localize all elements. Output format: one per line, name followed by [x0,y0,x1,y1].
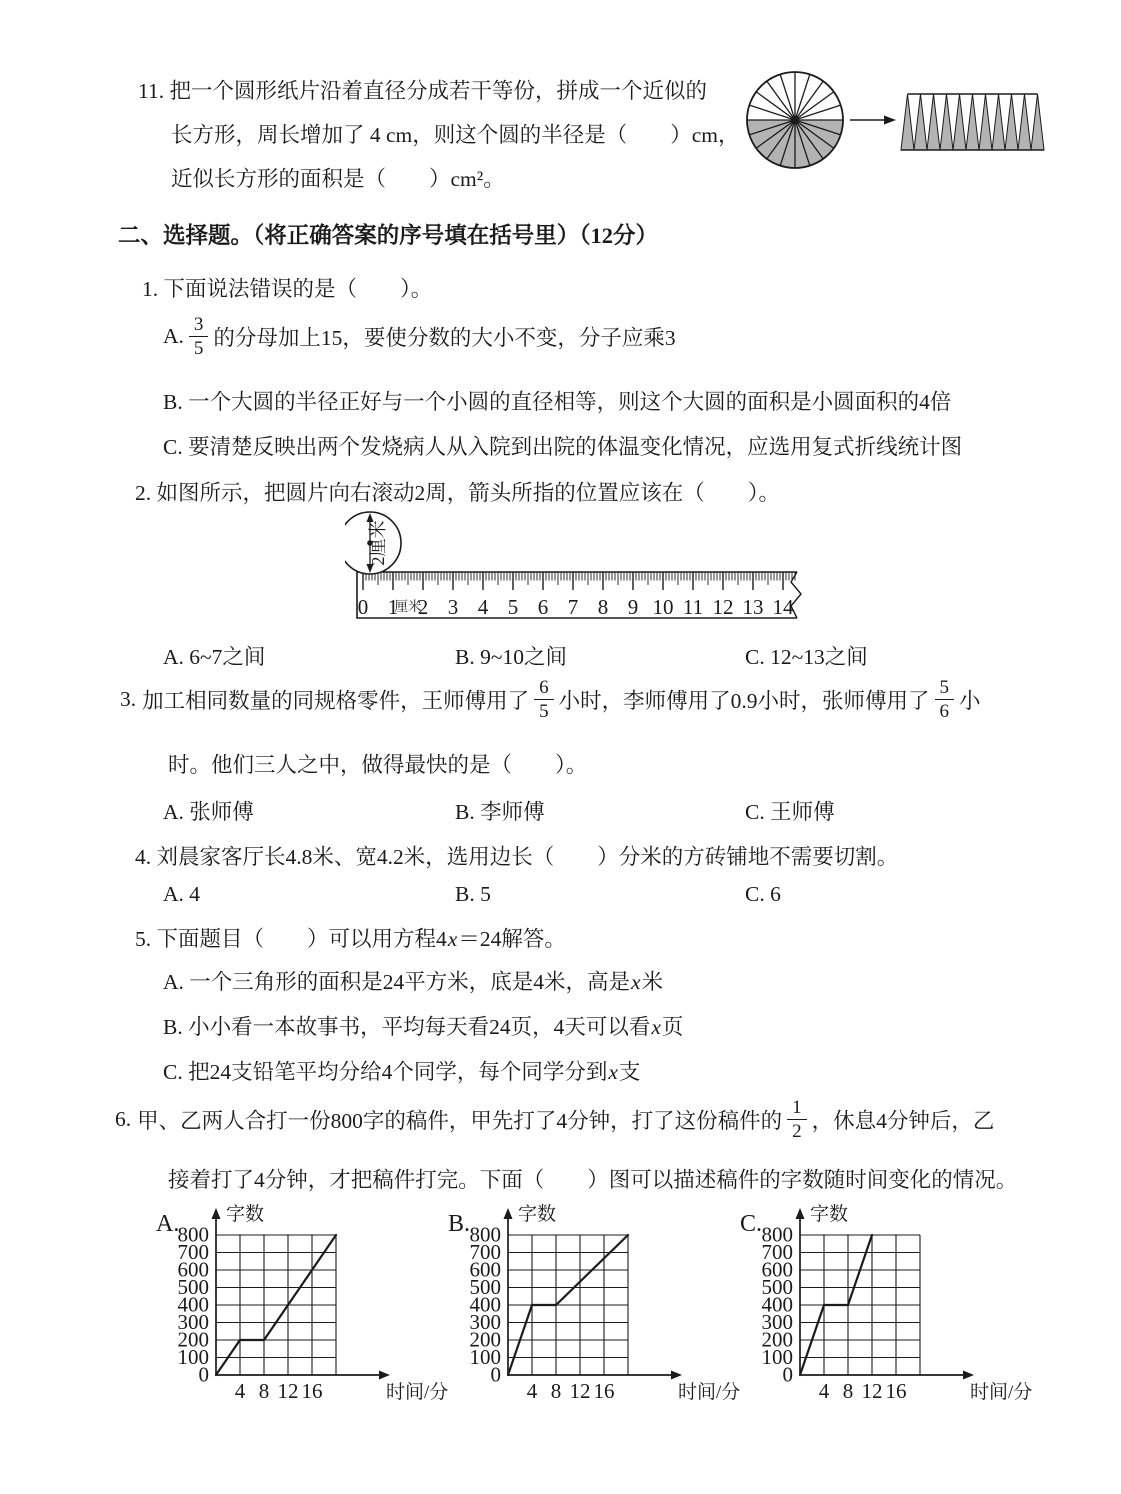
q1-number: 1. [142,277,159,301]
svg-text:700: 700 [177,1240,209,1264]
q2-option-b: B. 9~10之间 [455,645,567,669]
q5-option-c-post: 支 [618,1060,641,1084]
chart-c-plot [732,1203,1042,1443]
q4-stem-text: 刘晨家客厅长4.8米、宽4.2米，选用边长（ ）分米的方砖铺地不需要切割。 [156,845,899,869]
svg-text:16: 16 [885,1379,907,1403]
svg-text:9: 9 [627,595,639,619]
svg-text:400: 400 [761,1292,793,1317]
q3-option-c: C. 王师傅 [745,800,835,824]
svg-text:12: 12 [712,595,734,619]
svg-text:5: 5 [507,595,519,619]
chart-a-plot [148,1203,458,1443]
svg-text:2: 2 [417,595,429,619]
q6-fraction-1-2: $\frac{1}{2}$ [787,1098,807,1141]
q3-stem-line2: 时。他们三人之中，做得最快的是（ ）。 [168,753,588,777]
svg-text:100: 100 [177,1345,209,1369]
svg-text:2厘米: 2厘米 [368,520,388,566]
svg-text:4: 4 [477,595,489,619]
q3-stem-text-1: 加工相同数量的同规格零件，王师傅用了 [142,688,530,713]
svg-text:14: 14 [772,595,794,619]
q3-stem-text-3: 小 [959,688,981,713]
svg-text:12: 12 [277,1379,299,1403]
q5-stem-post: ＝24解答。 [458,927,566,951]
q5-option-b-post: 页 [661,1015,684,1039]
svg-text:300: 300 [177,1310,209,1334]
svg-text:16: 16 [593,1379,615,1403]
q3-stem-text-2: 小时，李师傅用了0.9小时，张师傅用了 [558,688,930,713]
q6-stem-text-1: 甲、乙两人合打一份800字的稿件，甲先打了4分钟，打了这份稿件的 [137,1108,783,1133]
q11-number: 11. [138,79,165,103]
svg-text:400: 400 [177,1292,209,1317]
q6-stem-line2: 接着打了4分钟，才把稿件打完。下面（ ）图可以描述稿件的字数随时间变化的情况。 [168,1168,1018,1192]
q5-stem [135,922,566,953]
svg-text:100: 100 [469,1345,501,1369]
svg-text:11: 11 [682,595,704,619]
svg-text:800: 800 [469,1222,501,1247]
svg-text:4: 4 [526,1379,538,1403]
q5-option-a-var: x [631,970,641,994]
q3-number: 3. [120,686,137,711]
q5-option-c [163,1055,640,1086]
q3-option-a: A. 张师傅 [163,800,254,824]
svg-text:时间/分: 时间/分 [678,1382,741,1403]
svg-text:600: 600 [177,1257,209,1282]
q1-option-c: C. 要清楚反映出两个发烧病人从入院到出院的体温变化情况，应选用复式折线统计图 [163,435,963,459]
svg-text:厘米: 厘米 [394,599,422,614]
svg-text:500: 500 [469,1275,501,1299]
svg-text:0: 0 [782,1362,793,1387]
svg-text:7: 7 [567,595,579,619]
q5-option-b [163,1010,683,1041]
svg-text:4: 4 [818,1379,830,1403]
svg-text:16: 16 [301,1379,323,1403]
q4-number: 4. [135,845,152,869]
q1-stem-text: 下面说法错误的是（ ）。 [163,277,433,301]
svg-text:700: 700 [469,1240,501,1264]
q1-option-a-label: A. [163,323,184,348]
q5-option-a-pre: A. 一个三角形的面积是24平方米，底是4米，高是 [163,970,631,994]
svg-text:6: 6 [537,595,549,619]
svg-text:4: 4 [234,1379,246,1403]
q6-stem-text-2: ，休息4分钟后，乙 [811,1108,995,1133]
q4-option-c: C. 6 [745,882,781,906]
circle-to-rectangle-diagram [738,62,1078,182]
svg-text:13: 13 [742,595,764,619]
q5-stem-pre: 下面题目（ ）可以用方程4 [156,927,447,951]
svg-text:400: 400 [469,1292,501,1317]
q1-fraction-3-5: $\frac{3}{5}$ [189,315,209,358]
q2-stem-text: 如图所示，把圆片向右滚动2周，箭头所指的位置应该在（ ）。 [156,481,781,505]
q1-option-b: B. 一个大圆的半径正好与一个小圆的直径相等，则这个大圆的面积是小圆面积的4倍 [163,390,952,414]
q11-line1-text: 把一个圆形纸片沿着直径分成若干等份，拼成一个近似的 [169,79,707,103]
svg-text:600: 600 [469,1257,501,1282]
q2-option-c: C. 12~13之间 [745,645,868,669]
q6-stem-line1 [115,1088,994,1150]
q5-option-b-var: x [651,1015,661,1039]
svg-text:300: 300 [469,1310,501,1334]
chart-b-label: B. [448,1211,471,1237]
q5-number: 5. [135,927,152,951]
svg-text:700: 700 [761,1240,793,1264]
svg-text:200: 200 [469,1327,501,1352]
q5-option-b-pre: B. 小小看一本故事书，平均每天看24页，4天可以看 [163,1015,651,1039]
section-2-title: 二、选择题。（将正确答案的序号填在括号里）（12分） [118,223,659,248]
q6-number: 6. [115,1106,132,1131]
chart-option-a [148,1203,458,1443]
q2-option-a: A. 6~7之间 [163,645,266,669]
q3-option-b: B. 李师傅 [455,800,545,824]
q5-option-c-pre: C. 把24支铅笔平均分给4个同学，每个同学分到 [163,1060,608,1084]
chart-b-plot [440,1203,750,1443]
chart-a-label: A. [156,1211,180,1237]
svg-text:100: 100 [761,1345,793,1369]
q2-number: 2. [135,481,152,505]
svg-text:0: 0 [490,1362,501,1387]
svg-text:0: 0 [198,1362,209,1387]
circle-on-ruler-diagram [345,498,845,628]
q11-line1 [138,74,707,105]
q4-stem [135,840,898,871]
q1-stem [142,272,432,303]
svg-text:8: 8 [597,595,609,619]
q3-fraction-6-5: $\frac{6}{5}$ [534,678,554,721]
svg-text:12: 12 [569,1379,591,1403]
chart-option-c [732,1203,1042,1443]
svg-text:800: 800 [177,1222,209,1247]
q5-option-a-post: 米 [641,970,664,994]
svg-text:500: 500 [177,1275,209,1299]
q5-option-a [163,965,663,996]
svg-text:200: 200 [177,1327,209,1352]
svg-text:时间/分: 时间/分 [386,1382,449,1403]
q1-option-a [163,307,676,365]
svg-text:3: 3 [447,595,459,619]
svg-text:300: 300 [761,1310,793,1334]
svg-text:字数: 字数 [810,1204,849,1225]
svg-text:时间/分: 时间/分 [970,1382,1033,1403]
chart-option-b [440,1203,750,1443]
svg-text:1: 1 [387,595,399,619]
svg-text:200: 200 [761,1327,793,1352]
q11-line3: 近似长方形的面积是（ ）cm²。 [171,167,505,191]
svg-text:500: 500 [761,1275,793,1299]
q5-var-x: x [447,927,458,951]
svg-text:字数: 字数 [518,1204,557,1225]
svg-text:8: 8 [258,1379,270,1403]
q5-option-c-var: x [608,1060,618,1084]
chart-c-label: C. [740,1211,763,1237]
q4-option-a: A. 4 [163,882,201,906]
svg-text:600: 600 [761,1257,793,1282]
svg-text:12: 12 [861,1379,883,1403]
q3-stem-line1 [120,668,981,730]
q4-option-b: B. 5 [455,882,491,906]
q3-fraction-5-6: $\frac{5}{6}$ [935,678,955,721]
svg-text:8: 8 [550,1379,562,1403]
svg-text:8: 8 [842,1379,854,1403]
svg-text:0: 0 [357,595,369,619]
q1-option-a-text: 的分母加上15，要使分数的大小不变，分子应乘3 [213,325,676,350]
svg-text:10: 10 [652,595,674,619]
q11-line2: 长方形，周长增加了 4 cm，则这个圆的半径是（ ）cm， [171,123,740,147]
svg-text:字数: 字数 [226,1204,265,1225]
svg-text:800: 800 [761,1222,793,1247]
